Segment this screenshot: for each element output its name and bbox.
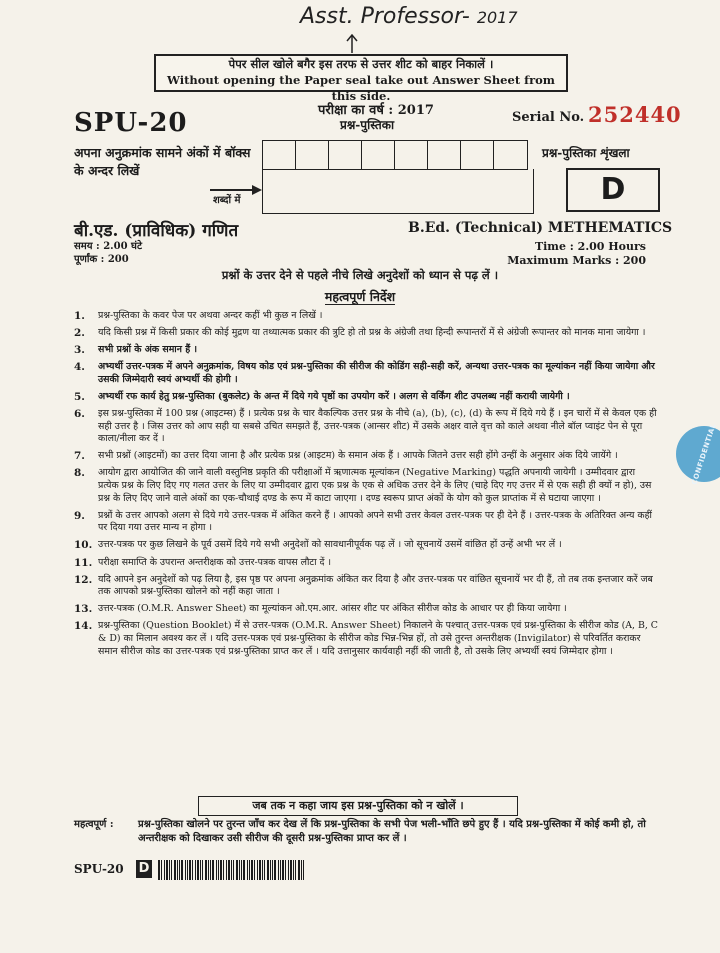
- barcode-bar: [169, 860, 170, 880]
- footer-series-badge: D: [136, 860, 152, 878]
- handwritten-note-text: Asst. Professor-: [300, 4, 470, 29]
- barcode-bar: [161, 860, 162, 880]
- instruction-item: [74, 510, 658, 535]
- instruction-number: 9.: [74, 509, 85, 522]
- instruction-number: 13.: [74, 603, 93, 616]
- roll-digit-box[interactable]: [428, 141, 461, 169]
- instruction-item: [74, 344, 658, 357]
- instruction-text: सभी प्रश्नों के अंक समान हैं ।: [98, 344, 197, 356]
- instruction-item: [74, 620, 658, 658]
- paper-code: SPU-20: [74, 108, 188, 138]
- barcode-bar: [278, 860, 279, 880]
- instruction-text: प्रश्न-पुस्तिका (Question Booklet) में से उत्तर-पत्रक (O.M.R. Answer Sheet) निकालने के पश्चात् उत्तर-पत्रक एवं प्रश्न-पुस्तिका के सीरीज कोड (A, B, C & D) का मिलान अवश्य कर लें । यदि उत्तर-पत्रक एवं प्रश्न-पुस्तिका के सीरीज कोड भिन्न-भिन्न हों, तो उसे तुरन्त अन्तरीक्षक (Invigilator) से परिवर्तित कराकर समान सीरीज कोड का उत्तर-पत्रक एवं प्रश्न-पुस्तिका प्राप्त कर लें । यदि उत्तानुसार कार्यवाही नहीं की जाती है, तो उसके लिए अभ्यर्थी स्वयं जिम्मेदार होगा ।: [98, 620, 658, 657]
- handwritten-year: 2017: [476, 8, 518, 27]
- marks-english: Maximum Marks : 200: [507, 254, 646, 267]
- roll-digit-box[interactable]: [329, 141, 362, 169]
- instruction-text: प्रश्न-पुस्तिका के कवर पेज पर अथवा अन्दर कहीं भी कुछ न लिखें ।: [98, 310, 323, 321]
- barcode-bar: [285, 860, 286, 880]
- barcode-bar: [231, 860, 232, 880]
- barcode-icon: [158, 860, 306, 880]
- booklet-label: प्रश्न-पुस्तिका: [340, 118, 395, 132]
- barcode-bar: [189, 860, 191, 880]
- instruction-text: प्रश्नों के उत्तर आपको अलग से दिये गये उत्तर-पत्रक में अंकित करने हैं । आपको अपने सभी उत्तर केवल उत्तर-पत्रक पर ही देने हैं । उत्तर-पत्रक के अतिरिक्त अन्य कहीं पर दिया गया उत्तर मान्य न होगा ।: [98, 509, 652, 534]
- barcode-bar: [202, 860, 203, 880]
- instruction-item: [74, 574, 658, 599]
- barcode-bar: [164, 860, 165, 880]
- instruction-list: [74, 310, 658, 663]
- instruction-text: अभ्यर्थी उत्तर-पत्रक में अपने अनुक्रमांक, विषय कोड एवं प्रश्न-पुस्तिका की सीरीज की कोडिंग सही-सही करें, अन्यथा उत्तर-पत्रक का मूल्यांकन नहीं किया जायेगा और उसकी जिम्मेदारी स्वयं अभ्यर्थी की होगी ।: [98, 361, 655, 385]
- closing-instruction-box: जब तक न कहा जाय इस प्रश्न-पुस्तिका को न खोलें ।: [198, 796, 518, 816]
- instruction-number: 2.: [74, 327, 85, 340]
- instruction-number: 10.: [74, 539, 93, 552]
- barcode-bar: [259, 860, 261, 880]
- instruction-text: परीक्षा समाप्ति के उपरान्त अन्तरीक्षक को उत्तर-पत्रक वापस लौटा दें ।: [98, 556, 332, 568]
- barcode-bar: [264, 860, 265, 880]
- barcode-bar: [303, 860, 304, 880]
- barcode-bar: [282, 860, 284, 880]
- barcode-bar: [228, 860, 230, 880]
- barcode-bar: [179, 860, 180, 880]
- exam-year: परीक्षा का वर्ष : 2017: [318, 103, 434, 118]
- instruction-number: 14.: [74, 620, 93, 633]
- instruction-text: अभ्यर्थी रफ कार्य हेतु प्रश्न-पुस्तिका (बुकलेट) के अन्त में दिये गये पृष्ठों का उपयोग करें । अलग से वर्किंग शीट उपलब्ध नहीं करायी जायेगी ।: [98, 390, 570, 402]
- instruction-item: [74, 327, 658, 340]
- note-label: महत्वपूर्ण :: [74, 819, 114, 830]
- instruction-item: [74, 603, 658, 616]
- seal-instruction-box[interactable]: [154, 54, 568, 103]
- barcode-bar: [290, 860, 292, 880]
- barcode-bar: [205, 860, 207, 880]
- roll-digit-box[interactable]: [263, 141, 296, 169]
- barcode-bar: [210, 860, 211, 880]
- seal-instruction-english: Without opening the Paper seal take out Answer Sheet from this side.: [167, 73, 555, 103]
- important-title-text: महत्वपूर्ण निर्देश: [324, 289, 396, 304]
- barcode-bar: [247, 860, 248, 880]
- instruction-text: यदि किसी प्रश्न में किसी प्रकार की कोई मुद्रण या तथ्यात्मक प्रकार की त्रुटि हो तो प्रश्न के अंग्रेजी तथा हिन्दी रूपान्तरों में से अंग्रेजी रूपान्तर को मानक माना जायेगा ।: [98, 327, 646, 339]
- instruction-number: 8.: [74, 467, 85, 480]
- barcode-bar: [241, 860, 242, 880]
- instruction-item: [74, 467, 658, 505]
- barcode-bar: [220, 860, 222, 880]
- barcode-bar: [239, 860, 240, 880]
- instruction-text: उत्तर-पत्रक (O.M.R. Answer Sheet) का मूल्यांकन ओ.एम.आर. आंसर शीट पर अंकित सीरीज कोड के आधार पर ही किया जायेगा ।: [98, 603, 567, 615]
- barcode-bar: [233, 860, 234, 880]
- instruction-number: 7.: [74, 450, 85, 463]
- barcode-bar: [257, 860, 258, 880]
- barcode-bar: [166, 860, 168, 880]
- barcode-bar: [223, 860, 224, 880]
- instruction-number: 12.: [74, 573, 93, 586]
- confidential-seal: [676, 422, 720, 486]
- barcode-bar: [174, 860, 176, 880]
- in-words-label: शब्दों में: [213, 195, 241, 206]
- barcode-bar: [254, 860, 255, 880]
- barcode-bar: [177, 860, 178, 880]
- instruction-item: [74, 450, 658, 463]
- barcode-bar: [195, 860, 196, 880]
- barcode-bar: [272, 860, 273, 880]
- barcode-bar: [181, 860, 183, 880]
- handwritten-note: [300, 4, 600, 29]
- roll-digit-box[interactable]: [296, 141, 329, 169]
- barcode-bar: [158, 860, 160, 880]
- important-instructions-title: [0, 288, 720, 305]
- barcode-bar: [200, 860, 201, 880]
- instruction-item: [74, 539, 658, 552]
- instruction-item: [74, 408, 658, 446]
- instruction-number: 1.: [74, 310, 85, 322]
- serial-label: Serial No.: [512, 110, 585, 125]
- barcode-bar: [218, 860, 219, 880]
- barcode-bar: [301, 860, 302, 880]
- barcode-bar: [295, 860, 296, 880]
- instruction-number: 3.: [74, 344, 85, 357]
- barcode-bar: [185, 860, 186, 880]
- roll-digit-box[interactable]: [494, 141, 527, 169]
- barcode-bar: [226, 860, 227, 880]
- instruction-text: इस प्रश्न-पुस्तिका में 100 प्रश्न (आइटम्स) हैं । प्रत्येक प्रश्न के चार वैकल्पिक उत्तर प्रश्न के नीचे (a), (b), (c), (d) के रूप में दिये गये हैं । इन चारों में से केवल एक ही सही उत्तर है । जिस उत्तर को आप सही या सबसे उचित समझते हैं, उत्तर-पत्रक (आन्सर शीट) में उसके अक्षर वाले वृत्त को काले अथवा नीले बॉल प्वाइंट पेन से पूरा काला/नीला कर दें ।: [98, 408, 657, 445]
- marks-hindi: पूर्णांक : 200: [74, 254, 129, 265]
- barcode-bar: [280, 860, 281, 880]
- barcode-bar: [288, 860, 289, 880]
- barcode-bar: [262, 860, 263, 880]
- barcode-bar: [298, 860, 300, 880]
- serial-number: 252440: [588, 102, 682, 127]
- instruction-number: 4.: [74, 361, 85, 374]
- instruction-item: [74, 557, 658, 570]
- roll-digit-box[interactable]: [461, 141, 494, 169]
- roll-digit-box[interactable]: [395, 141, 428, 169]
- barcode-bar: [208, 860, 209, 880]
- barcode-bar: [197, 860, 199, 880]
- time-marks-english: [500, 240, 646, 268]
- important-note: [74, 818, 658, 846]
- series-box: D: [566, 168, 660, 212]
- instruction-text: सभी प्रश्नों (आइटमों) का उत्तर दिया जाना है और प्रत्येक प्रश्न (आइटम) के समान अंक हैं । आपके जितने उत्तर सही होंगे उन्हीं के अनुसार अंक दिये जायेंगे ।: [98, 450, 618, 462]
- instruction-item: [74, 310, 658, 323]
- series-label: प्रश्न-पुस्तिका शृंखला: [542, 146, 630, 160]
- instruction-item: [74, 391, 658, 404]
- barcode-bar: [249, 860, 250, 880]
- note-text: प्रश्न-पुस्तिका खोलने पर तुरन्त जाँच कर देख लें कि प्रश्न-पुस्तिका के सभी पेज भली-भाँति छपे हुए हैं । यदि प्रश्न-पुस्तिका में कोई कमी हो, तो अन्तरीक्षक को दिखाकर उसी सीरीज की दूसरी प्रश्न-पुस्तिका प्राप्त कर लें ।: [138, 819, 646, 844]
- instruction-text: यदि आपने इन अनुदेशों को पढ़ लिया है, इस पृष्ठ पर अपना अनुक्रमांक अंकित कर दिया है और उत्तर-पत्रक पर वांछित सूचनायें भर दी हैं, तो तब तक इन्तजार करें जब तक आपको प्रश्न-पुस्तिका खोलने को नहीं कहा जाता ।: [98, 573, 653, 598]
- arrow-up-icon: [346, 34, 358, 54]
- instruction-number: 5.: [74, 390, 85, 403]
- time-english: Time : 2.00 Hours: [534, 240, 646, 253]
- seal-instruction-hindi: पेपर सील खोले बगैर इस तरफ से उत्तर शीट को बाहर निकालें ।: [228, 57, 494, 71]
- instruction-number: 6.: [74, 408, 85, 421]
- barcode-bar: [187, 860, 188, 880]
- time-hindi: समय : 2.00 घंटे: [74, 241, 142, 252]
- roll-number-boxes[interactable]: [262, 140, 528, 170]
- subject-hindi: बी.एड. (प्राविधिक) गणित: [74, 221, 239, 241]
- instruction-text: उत्तर-पत्रक पर कुछ लिखने के पूर्व उसमें दिये गये सभी अनुदेशों को सावधानीपूर्वक पढ़ लें । जो सूचनायें उसमें वांछित हों उन्हें अभी भर लें ।: [98, 539, 562, 551]
- roll-number-label: अपना अनुक्रमांक सामने अंकों में बॉक्स के अन्दर लिखें: [74, 145, 251, 178]
- confidential-seal-text: CONFIDENTIAL: [690, 422, 718, 486]
- barcode-bar: [216, 860, 217, 880]
- barcode-bar: [270, 860, 271, 880]
- instruction-item: [74, 361, 658, 386]
- read-instructions-line: प्रश्नों के उत्तर देने से पहले नीचे लिखे अनुदेशों को ध्यान से पढ़ लें ।: [221, 268, 499, 282]
- time-marks-hindi: [74, 240, 142, 266]
- barcode-bar: [192, 860, 193, 880]
- roll-digit-box[interactable]: [362, 141, 395, 169]
- barcode-bar: [212, 860, 214, 880]
- roll-number-words-box[interactable]: [262, 169, 534, 214]
- barcode-bar: [171, 860, 172, 880]
- footer-paper-code: SPU-20: [74, 862, 124, 876]
- barcode-bar: [251, 860, 253, 880]
- subject-english: B.Ed. (Technical) METHEMATICS: [408, 220, 673, 236]
- instruction-number: 11.: [74, 556, 93, 569]
- barcode-bar: [274, 860, 276, 880]
- barcode-bar: [243, 860, 245, 880]
- barcode-bar: [236, 860, 238, 880]
- instruction-text: आयोग द्वारा आयोजित की जाने वाली वस्तुनिष्ठ प्रकृति की परीक्षाओं में ऋणात्मक मूल्यांकन (Negative Marking) पद्धति अपनायी जायेगी । उम्मीदवार द्वारा प्रत्येक प्रश्न के लिए दिए गए गलत उत्तर के लिए या उम्मीदवार द्वारा एक प्रश्न के एक से अधिक उत्तर देने के लिए (चाहे दिए गए उत्तर में से एक सही ही क्यों न हो), उस प्रश्न के लिए दिए जाने वाले अंकों का एक-चौथाई दण्ड के रूप में काटा जाएगा । दण्ड स्वरूप प्राप्त अंकों के योग को कुल प्राप्तांक में से घटाया जाएगा ।: [98, 467, 652, 504]
- arrow-right-icon: [210, 184, 262, 196]
- barcode-bar: [267, 860, 269, 880]
- barcode-bar: [293, 860, 294, 880]
